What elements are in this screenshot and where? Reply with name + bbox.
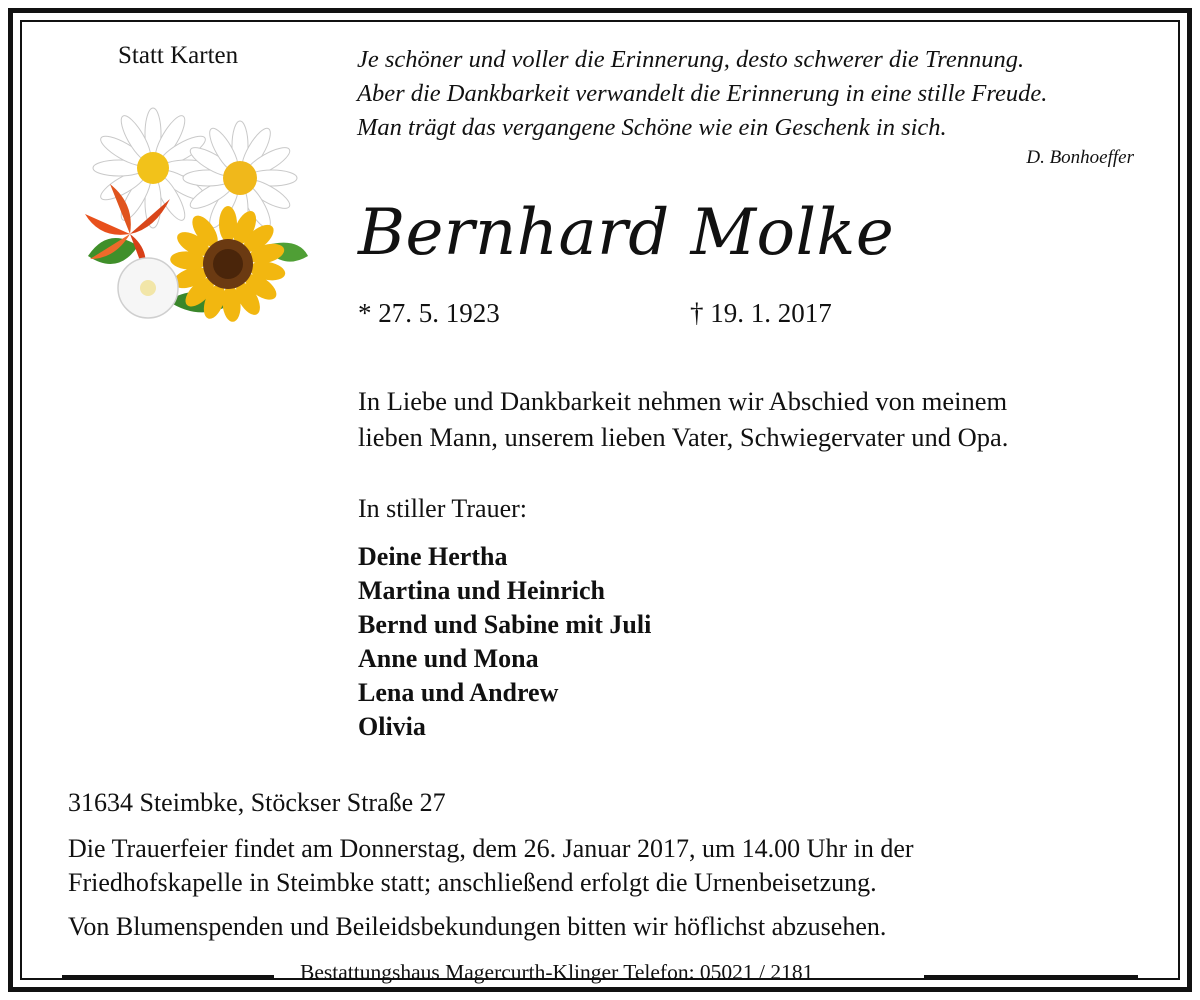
death-date: † 19. 1. 2017 — [690, 298, 832, 328]
farewell-message-line: In Liebe und Dankbarkeit nehmen wir Abschied von meinem — [358, 386, 1008, 416]
mourner-name: Olivia — [358, 712, 426, 741]
flower-bouquet-image — [68, 106, 316, 326]
farewell-message-line: lieben Mann, unserem lieben Vater, Schwiegervater und Opa. — [358, 422, 1009, 452]
mourner-name: Bernd und Sabine mit Juli — [358, 610, 652, 639]
quote-line: Aber die Dankbarkeit verwandelt die Erinnerung in eine stille Freude. — [357, 80, 1048, 107]
footer-rule-left — [62, 975, 274, 978]
footer-rule-right — [924, 975, 1138, 978]
mourning-label: In stiller Trauer: — [358, 494, 527, 523]
quote-line: Man trägt das vergangene Schöne wie ein Geschenk in sich. — [357, 114, 947, 141]
mourner-name: Lena und Andrew — [358, 678, 559, 707]
quote-author: D. Bonhoeffer — [1026, 147, 1134, 168]
service-info-line: Friedhofskapelle in Steimbke statt; anschließend erfolgt die Urnenbeisetzung. — [68, 868, 877, 897]
mourner-name: Anne und Mona — [358, 644, 539, 673]
mourner-name: Deine Hertha — [358, 542, 508, 571]
mourner-name: Martina und Heinrich — [358, 576, 606, 605]
family-address: 31634 Steimbke, Stöckser Straße 27 — [68, 788, 446, 817]
statt-karten-label: Statt Karten — [118, 42, 239, 69]
donation-note: Von Blumenspenden und Beileidsbekundungen bitten wir höflichst abzusehen. — [68, 912, 887, 941]
service-info-line: Die Trauerfeier findet am Donnerstag, dem 26. Januar 2017, um 14.00 Uhr in der — [68, 834, 914, 863]
undertaker-footer: Bestattungshaus Magercurth-Klinger Telefon: 05021 / 2181 — [300, 960, 814, 984]
birth-date: * 27. 5. 1923 — [358, 298, 500, 328]
quote-line: Je schöner und voller die Erinnerung, desto schwerer die Trennung. — [357, 46, 1025, 73]
mourners-list — [358, 540, 651, 744]
deceased-name: Bernhard Molke — [358, 196, 895, 270]
